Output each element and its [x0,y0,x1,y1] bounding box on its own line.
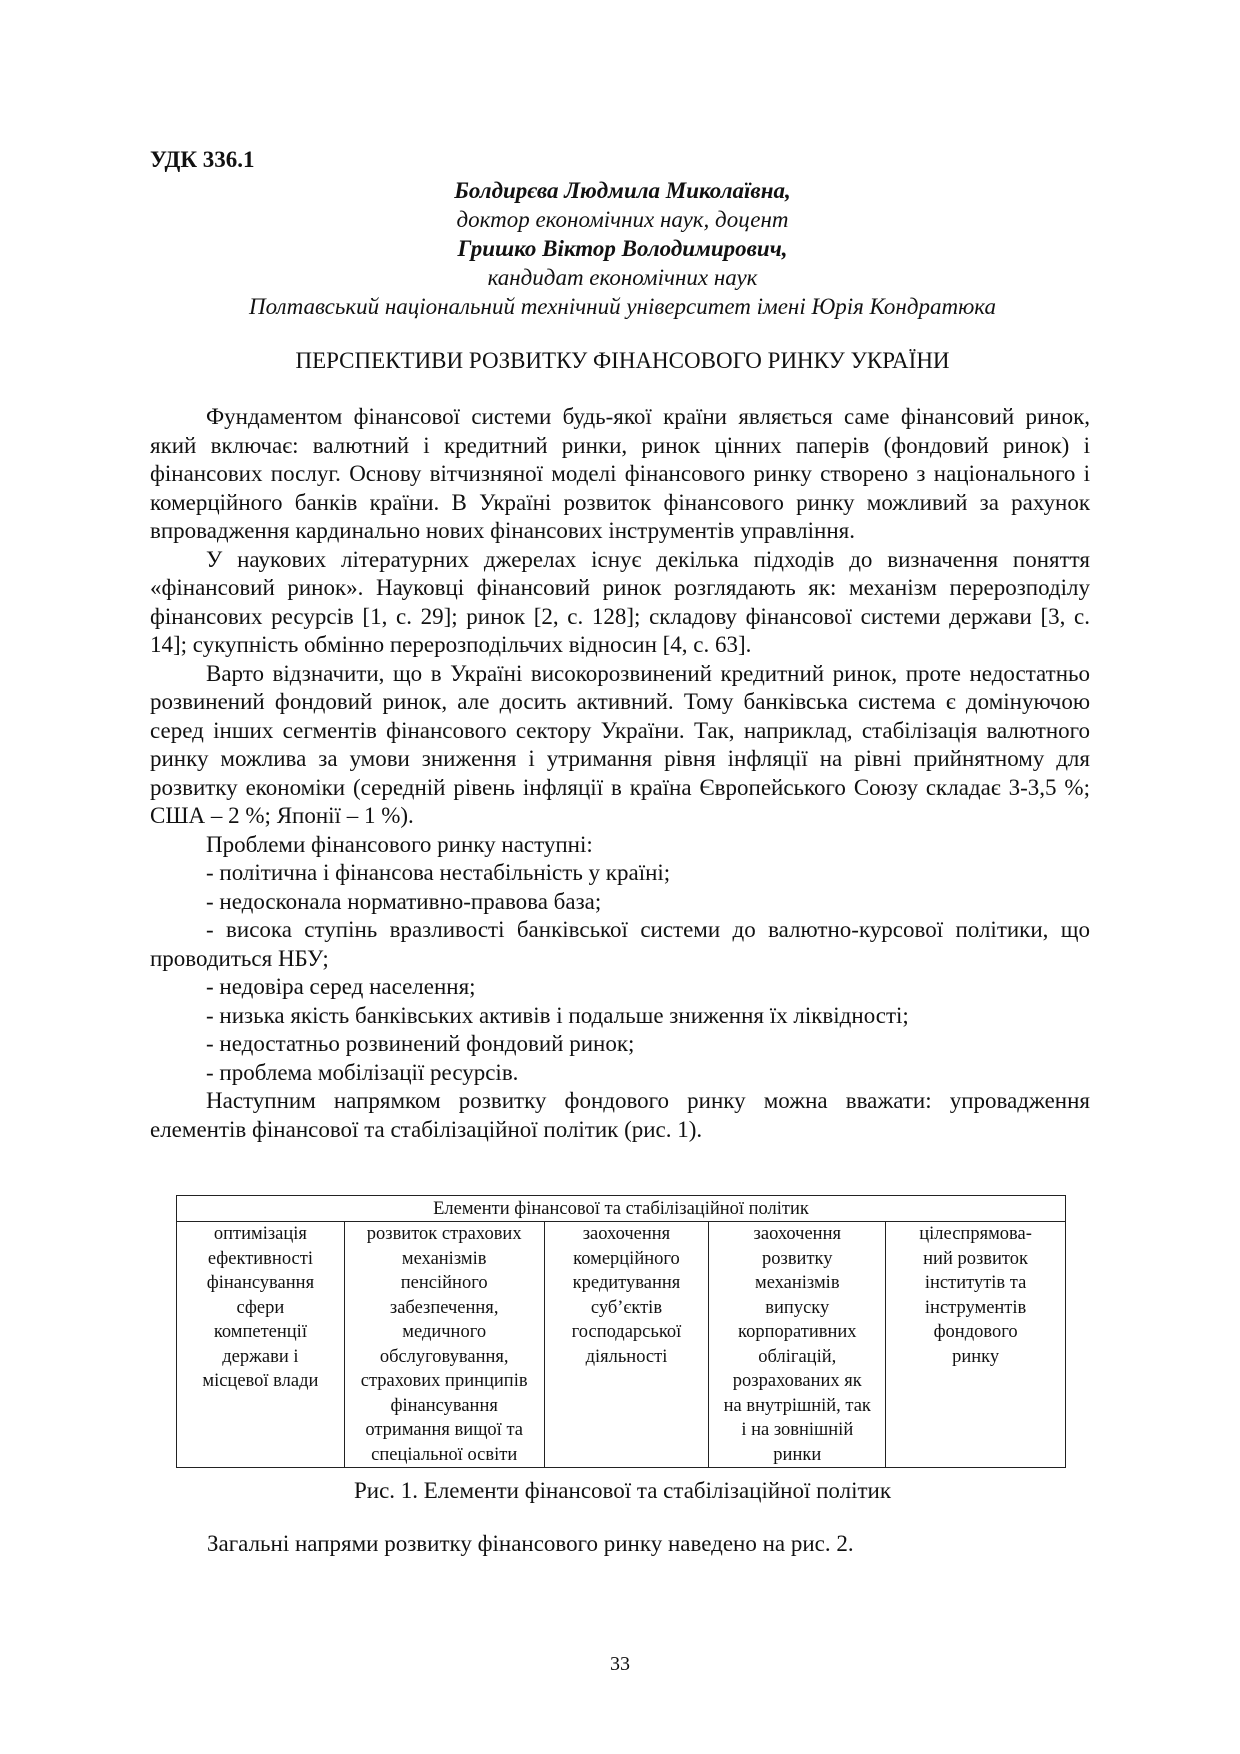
figure-caption: Рис. 1. Елементи фінансової та стабілізаційної політик [353,1478,892,1503]
cell-4-line: розрахованих як [732,1371,862,1391]
cell-5-line: цілеспрямова- [919,1224,1032,1244]
paragraph-1: Фундаментом фінансової системи будь-якої країни являється саме фінансовий ринок, який включає: валютний і кредитний ринки, ринок цінних паперів (фондовий ринок) і фінансових послуг. Основу вітчизняної моделі фінансового ринку створено з національного і комерційного банків країни. В Україні розвиток фінансового ринку можливий за рахунок впровадження кардинально нових фінансових інструментів управління. [150,404,1090,543]
cell-2-line: забезпечення, [389,1297,499,1318]
cell-4-line: на внутрішній, так [723,1395,871,1416]
cell-3-line: кредитування [572,1273,681,1293]
author-block [150,176,1095,321]
cell-3-line: комерційного [573,1248,680,1269]
cell-2-line: механізмів [401,1248,487,1269]
cell-2-line: страхових принципів [360,1371,528,1391]
cell-1-line: держави і [222,1346,299,1367]
cell-2-line: фінансування [390,1395,498,1416]
paragraph-3: Варто відзначити, що в Україні високорозвинений кредитний ринок, проте недостатньо розвинений фондовий ринок, але досить активний. Тому банківська система є домінуючою серед інших сегментів фінансового сектору України. Так, наприклад, стабілізація валютного ринку можлива за умови зниження і утримання рівня інфляції на рівні прийнятному для розвитку економіки (середній рівень інфляції в країна Європейського Союзу складає 3-3,5 %; США – 2 %; Японії – 1 %). [150,660,1090,828]
author-degree-2: кандидат економічних наук [487,265,758,290]
paper-body [150,403,1090,1144]
cell-4-line: заохочення [753,1224,841,1244]
paper-title: ПЕРСПЕКТИВИ РОЗВИТКУ ФІНАНСОВОГО РИНКУ УКРАЇНИ [295,348,950,373]
cell-2-line: отримання вищої та [365,1420,523,1440]
cell-4-line: механізмів [755,1273,840,1293]
cell-3-line: суб’єктів [590,1297,663,1318]
problems-item-3: - висока ступінь вразливості банківської системи до валютно-курсової політики, що проводиться НБУ; [150,917,1090,971]
author-name-2: Гришко Віктор Володимирович, [457,236,788,261]
problems-item-1: - політична і фінансова нестабільність у країні; [206,860,671,885]
udk-code: УДК 336.1 [150,147,255,172]
figure-cell-5 [886,1222,1066,1468]
paragraph-2: У наукових літературних джерелах існує декілька підходів до визначення поняття «фінансовий ринок». Науковці фінансовий ринок розглядають як: механізм перерозподілу фінансових ресурсів [1, с. 29]; ринок [2, с. 128]; складову фінансової системи держави [3, с. 14]; сукупність обмінно перерозподільчих відносин [4, с. 63]. [150,546,1090,657]
cell-1-line: оптимізація [213,1224,307,1244]
cell-5-line: інститутів та [924,1273,1027,1293]
cell-5-line: ний розвиток [923,1248,1029,1269]
cell-2-line: обслуговування, [379,1346,509,1367]
figure-cell-4 [709,1222,886,1468]
cell-2-line: медичного [402,1322,487,1342]
cell-1-line: місцевої влади [202,1371,319,1391]
cell-1-line: компетенції [213,1322,307,1342]
cell-3-line: заохочення [582,1224,671,1244]
figure-1-table [176,1195,1066,1468]
page-number: 33 [610,1653,630,1675]
author-degree-1: доктор економічних наук, доцент [456,207,789,232]
cell-3-line: господарської [571,1322,682,1342]
figure-header: Елементи фінансової та стабілізаційної політик [177,1196,1066,1222]
problems-intro: Проблеми фінансового ринку наступні: [206,831,593,857]
affiliation: Полтавський національний технічний університет імені Юрія Кондратюка [249,294,996,319]
cell-4-line: і на зовнішній [741,1420,854,1440]
problems-item-2: - недосконала нормативно-правова база; [206,888,602,914]
problems-item-4: - недовіра серед населення; [206,974,476,999]
cell-2-line: пенсійного [400,1273,488,1293]
cell-4-line: розвитку [762,1248,833,1269]
problems-item-5: - низька якість банківських активів і подальше зниження їх ліквідності; [206,1002,909,1028]
cell-5-line: інструментів [924,1297,1027,1318]
paragraph-4: Наступним напрямком розвитку фондового ринку можна вважати: упровадження елементів фінансової та стабілізаційної політик (рис. 1). [150,1088,1090,1142]
cell-1-line: ефективності [207,1248,313,1269]
problems-item-6: - недостатньо розвинений фондовий ринок; [206,1031,635,1056]
final-line: Загальні напрями розвитку фінансового ринку наведено на рис. 2. [207,1531,854,1556]
cell-1-line: сфери [236,1297,285,1318]
problems-item-7: - проблема мобілізації ресурсів. [206,1059,519,1085]
cell-2-line: спеціальної освіти [371,1444,518,1465]
cell-5-line: ринку [952,1346,1000,1367]
cell-1-line: фінансування [206,1273,315,1293]
figure-cell-3 [544,1222,709,1468]
cell-3-line: діяльності [585,1346,668,1367]
cell-4-line: ринки [773,1444,822,1465]
figure-cell-1 [177,1222,345,1468]
cell-4-line: облігацій, [758,1346,837,1367]
cell-4-line: випуску [765,1297,830,1318]
author-name-1: Болдирєва Людмила Миколаївна, [454,178,791,203]
cell-2-line: розвиток страхових [366,1224,522,1244]
figure-cell-2 [344,1222,544,1468]
cell-4-line: корпоративних [738,1322,857,1342]
cell-5-line: фондового [933,1322,1018,1342]
